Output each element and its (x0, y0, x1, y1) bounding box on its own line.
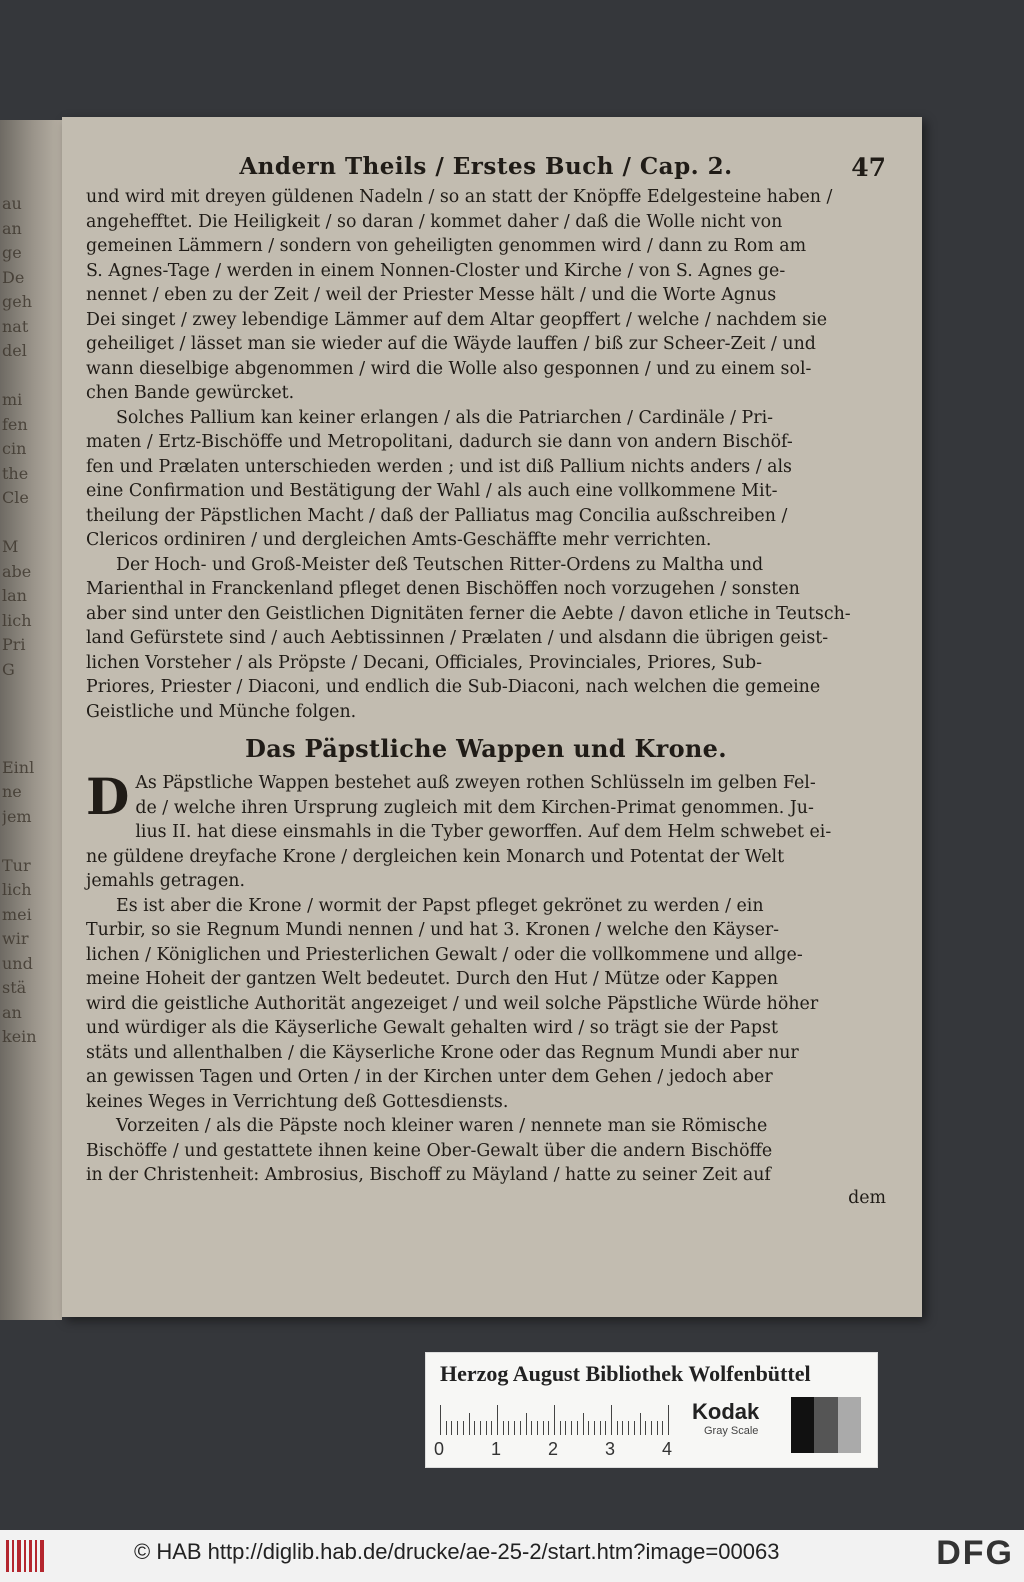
text-line: lichen Vorsteher / als Pröpste / Decani, Officiales, Provinciales, Priores, Sub- (86, 652, 763, 673)
paragraph-pallium-holders (86, 406, 886, 553)
text-line: Solches Pallium kan keiner erlangen / als die Patriarchen / Cardinäle / Pri- (116, 407, 774, 428)
page-number: 47 (851, 153, 886, 182)
ruler-tick (451, 1421, 452, 1435)
ruler-tick (548, 1421, 549, 1435)
scale-number: 1 (491, 1439, 502, 1459)
text-line: S. Agnes-Tage / werden in einem Nonnen-Closter und Kirche / von S. Agnes ge- (86, 260, 786, 281)
paragraph-papal-arms (86, 767, 886, 894)
ruler-tick (577, 1421, 578, 1435)
gray-scale-label: Gray Scale (704, 1425, 759, 1437)
text-line: geheiliget / lässet man sie wieder auf die Wäyde lauffen / biß zur Scheer-Zeit / und (86, 334, 816, 354)
ruler-tick (668, 1405, 669, 1435)
text-line: gemeinen Lämmern / sondern von geheiligten genommen wird / dann zu Rom am (86, 236, 807, 256)
book-page (62, 117, 922, 1317)
ruler-tick (571, 1421, 572, 1435)
catchword: dem (848, 1187, 886, 1208)
text-line: As Päpstliche Wappen bestehet auß zweyen rothen Schlüsseln im gelben Fel- (135, 773, 816, 793)
text-line: Es ist aber die Krone / wormit der Papst pfleget gekrönet zu werden / ein (116, 895, 764, 916)
text-line: theilung der Päpstlichen Macht / daß der Palliatus mag Concilia außschreiben / (86, 505, 788, 526)
paragraph-dignitaries (86, 553, 886, 725)
kodak-label (692, 1399, 759, 1437)
ruler-tick (662, 1421, 663, 1435)
ruler-tick (531, 1421, 532, 1435)
ruler-tick (583, 1413, 584, 1435)
running-head (86, 153, 886, 185)
ruler-tick (560, 1421, 561, 1435)
scale-number: 0 (434, 1439, 445, 1459)
text-line: und würdiger als die Käyserliche Gewalt gehalten wird / so trägt sie der Papst (86, 1018, 778, 1038)
page-content (86, 153, 886, 1208)
library-name: Herzog August Bibliothek Wolfenbüttel (440, 1361, 811, 1386)
section-heading: Das Päpstliche Wappen und Krone. (245, 734, 727, 763)
copyright-url[interactable]: © HAB http://diglib.hab.de/drucke/ae-25-2/start.htm?image=00063 (134, 1539, 780, 1564)
ruler-tick (651, 1421, 652, 1435)
ruler-tick (622, 1421, 623, 1435)
text-line: wird die geistliche Authorität angezeiget / und weil solche Päpstliche Würde höher (86, 993, 819, 1014)
text-line: Der Hoch- und Groß-Meister deß Teutschen Ritter-Ordens zu Maltha und (116, 554, 764, 575)
text-line: eine Confirmation und Bestätigung der Wahl / als auch eine vollkommene Mit- (86, 481, 778, 501)
barcode-icon (6, 1540, 46, 1572)
previous-page-edge (0, 120, 62, 1320)
text-line: stäts und allenthalben / die Käyserliche Krone oder das Regnum Mundi aber nur (86, 1042, 799, 1063)
ruler-tick (543, 1421, 544, 1435)
drop-capital: D (86, 767, 130, 826)
color-reference-card (425, 1352, 878, 1468)
scale-ruler (440, 1405, 690, 1435)
ruler-tick (611, 1405, 612, 1435)
text-line: in der Christenheit: Ambrosius, Bischoff zu Mäyland / hatte zu seiner Zeit auf (86, 1165, 771, 1185)
text-line: Dei singet / zwey lebendige Lämmer auf dem Altar geopffert / welche / nachdem sie (86, 309, 827, 330)
ruler-tick (526, 1413, 527, 1435)
ruler-tick (480, 1421, 481, 1435)
text-line: wann dieselbige abgenommen / wird die Wolle also gesponnen / und zu einem sol- (86, 358, 812, 379)
text-line: an gewissen Tagen und Orten / in der Kirchen unter dem Gehen / jedoch aber (86, 1067, 773, 1087)
text-line: land Gefürstete sind / auch Aebtissinnen / Prælaten / und alsdann die übrigen geist- (86, 628, 829, 648)
ruler-tick (634, 1421, 635, 1435)
text-line: Marienthal in Franckenland pfleget denen Bischöffen noch vorzugehen / sonsten (86, 579, 800, 599)
text-line: Clericos ordiniren / und dergleichen Amts-Geschäffte mehr verrichten. (86, 530, 712, 550)
text-line: angehefftet. Die Heiligkeit / so daran / kommet daher / daß die Wolle nicht von (86, 211, 783, 232)
text-line: meine Hoheit der gantzen Welt bedeutet. Durch den Hut / Mütze oder Kappen (86, 969, 779, 989)
text-line: de / welche ihren Ursprung zugleich mit dem Kirchen-Primat genommen. Ju- (135, 797, 814, 818)
previous-page-text: au an ge De geh nat del mi fen cin the Cle M abe lan lich Pri G Einl ne jem Tur lich mei wir und stä an kein (2, 194, 37, 1046)
ruler-tick (514, 1421, 515, 1435)
ruler-tick (594, 1421, 595, 1435)
ruler-tick (520, 1421, 521, 1435)
ruler-tick (537, 1421, 538, 1435)
ruler-tick (640, 1413, 641, 1435)
ruler-tick (508, 1421, 509, 1435)
ruler-tick (657, 1421, 658, 1435)
scale-number: 2 (548, 1439, 559, 1459)
ruler-tick (463, 1421, 464, 1435)
ruler-tick (554, 1405, 555, 1435)
footer-bar (0, 1530, 1024, 1582)
text-line: chen Bande gewürcket. (86, 383, 295, 403)
ruler-tick (497, 1405, 498, 1435)
ruler-tick (446, 1421, 447, 1435)
text-line: Turbir, so sie Regnum Mundi nennen / und hat 3. Kronen / welche den Käyser- (86, 920, 780, 940)
ruler-tick (645, 1421, 646, 1435)
ruler-tick (600, 1421, 601, 1435)
text-line: Bischöffe / und gestattete ihnen keine Ober-Gewalt über die andern Bischöffe (86, 1140, 773, 1161)
text-line: maten / Ertz-Bischöffe und Metropolitani, dadurch sie dann von andern Bischöf- (86, 432, 793, 452)
scale-number: 4 (662, 1439, 673, 1459)
text-line: fen und Prælaten unterschieden werden ; und ist diß Pallium nichts anders / als (86, 456, 792, 477)
kodak-brand: Kodak (692, 1399, 760, 1424)
ruler-tick (617, 1421, 618, 1435)
ruler-tick (628, 1421, 629, 1435)
ruler-tick (440, 1405, 441, 1435)
text-line: Priores, Priester / Diaconi, und endlich die Sub-Diaconi, nach welchen die gemeine (86, 677, 821, 697)
text-line: keines Weges in Verrichtung deß Gottesdiensts. (86, 1091, 509, 1112)
scale-number: 3 (605, 1439, 616, 1459)
dfg-logo: DFG (936, 1534, 1014, 1572)
ruler-tick (486, 1421, 487, 1435)
ruler-tick (474, 1421, 475, 1435)
text-line: lius II. hat diese einsmahls in die Tyber geworffen. Auf dem Helm schwebet ei- (135, 822, 832, 842)
ruler-tick (565, 1421, 566, 1435)
running-title: Andern Theils / Erstes Buch / Cap. 2. (239, 153, 733, 180)
gray-scale-swatches (791, 1397, 861, 1453)
ruler-tick (605, 1421, 606, 1435)
ruler-tick (588, 1421, 589, 1435)
ruler-tick (469, 1413, 470, 1435)
text-line: Geistliche und Münche folgen. (86, 701, 357, 722)
text-line: Vorzeiten / als die Päpste noch kleiner waren / nennete man sie Römische (116, 1116, 768, 1136)
text-line: lichen / Königlichen und Priesterlichen Gewalt / oder die vollkommene und allge- (86, 944, 803, 965)
text-line: jemahls getragen. (86, 871, 246, 891)
ruler-tick (457, 1421, 458, 1435)
paragraph-papal-crown (86, 894, 886, 1115)
text-line: und wird mit dreyen güldenen Nadeln / so an statt der Knöpffe Edelgesteine haben / (86, 187, 833, 207)
ruler-tick (491, 1421, 492, 1435)
ruler-tick (503, 1421, 504, 1435)
paragraph-early-popes (86, 1114, 886, 1188)
text-line: ne güldene dreyfache Krone / dergleichen kein Monarch und Potentat der Welt (86, 846, 785, 867)
text-line: nennet / eben zu der Zeit / weil der Priester Messe hält / und die Worte Agnus (86, 285, 777, 305)
paragraph-pallium-wool (86, 185, 886, 406)
text-line: aber sind unter den Geistlichen Dignitäten ferner die Aebte / davon etliche in Teutsch- (86, 603, 851, 624)
